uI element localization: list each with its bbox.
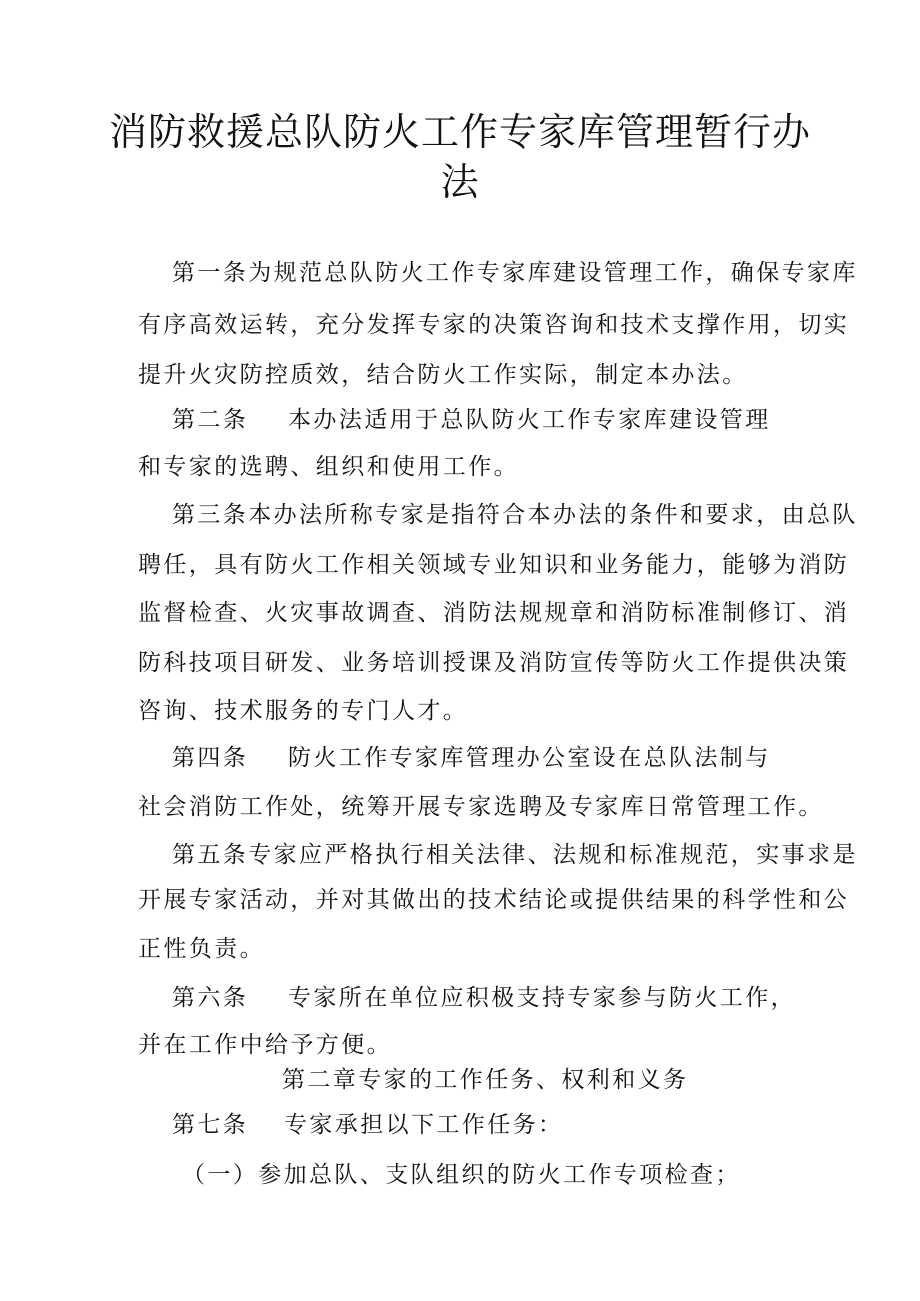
article6-text1: 专家所在单位应积极支持专家参与防火工作， [288,985,796,1011]
article2-text1: 本办法适用于总队防火工作专家库建设管理 [288,407,771,433]
document-title-line2: 法 [440,160,480,204]
article6-line2: 并在工作中给予方便。 [138,1032,392,1058]
article3-line3: 监督检查、火灾事故调查、消防法规规章和消防标准制修订、消 [138,600,850,626]
article2-label: 第二条 [172,407,249,433]
article5-line3: 正性负责。 [138,936,265,962]
article3-line4: 防科技项目研发、业务培训授课及消防宣传等防火工作提供决策 [138,650,850,676]
article4-text1: 防火工作专家库管理办公室设在总队法制与 [288,745,771,771]
article1-line1: 第一条为规范总队防火工作专家库建设管理工作，确保专家库 [172,260,858,286]
article1-line3: 提升火灾防控质效，结合防火工作实际，制定本办法。 [138,362,748,388]
article4-label: 第四条 [172,745,249,771]
article7-label: 第七条 [172,1112,249,1138]
article3-line2: 聘任，具有防火工作相关领域专业知识和业务能力，能够为消防 [138,552,850,578]
item1: （一）参加总队、支队组织的防火工作专项检查； [182,1162,741,1188]
article4-line2: 社会消防工作处，统筹开展专家选聘及专家库日常管理工作。 [138,794,824,820]
article7-text1: 专家承担以下工作任务： [284,1112,564,1138]
article1-line2: 有序高效运转，充分发挥专家的决策咨询和技术支撑作用，切实 [138,312,850,338]
article3-line5: 咨询、技术服务的专门人才。 [138,698,469,724]
article2-line2: 和专家的选聘、组织和使用工作。 [138,454,519,480]
article5-line2: 开展专家活动，并对其做出的技术结论或提供结果的科学性和公 [138,887,850,913]
chapter2-heading: 第二章专家的工作任务、权利和义务 [282,1067,689,1093]
article5-line1: 第五条专家应严格执行相关法律、法规和标准规范，实事求是 [172,842,858,868]
article3-line1: 第三条本办法所称专家是指符合本办法的条件和要求，由总队 [172,502,858,528]
document-title-line1: 消防救援总队防火工作专家库管理暂行办 [108,110,811,154]
article6-label: 第六条 [172,985,249,1011]
